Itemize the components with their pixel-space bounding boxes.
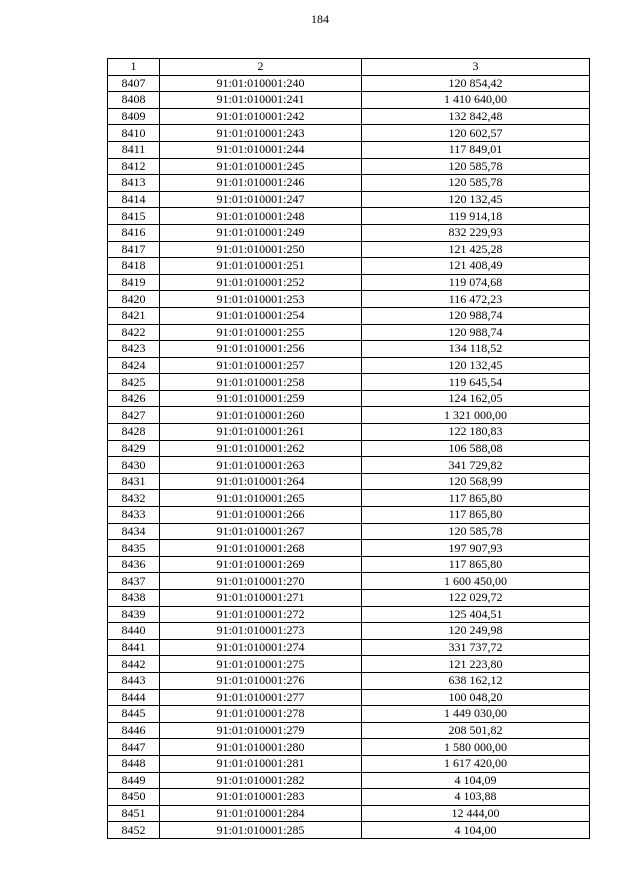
table-row bbox=[108, 208, 590, 225]
row-number-cell: 8436 bbox=[108, 556, 160, 573]
cadastral-number-cell: 91:01:010001:247 bbox=[160, 191, 362, 208]
table-row bbox=[108, 606, 590, 623]
table-row bbox=[108, 374, 590, 391]
value-cell: 116 472,23 bbox=[362, 291, 590, 308]
table-row bbox=[108, 739, 590, 756]
value-cell: 124 162,05 bbox=[362, 390, 590, 407]
row-number-cell: 8417 bbox=[108, 241, 160, 258]
cadastral-number-cell: 91:01:010001:241 bbox=[160, 92, 362, 109]
table-row bbox=[108, 125, 590, 142]
table-row bbox=[108, 341, 590, 358]
cadastral-number-cell: 91:01:010001:266 bbox=[160, 507, 362, 524]
table-row bbox=[108, 656, 590, 673]
row-number-cell: 8441 bbox=[108, 639, 160, 656]
row-number-cell: 8445 bbox=[108, 706, 160, 723]
table-row bbox=[108, 158, 590, 175]
value-cell: 120 568,99 bbox=[362, 473, 590, 490]
row-number-cell: 8448 bbox=[108, 755, 160, 772]
table-row bbox=[108, 490, 590, 507]
cadastral-number-cell: 91:01:010001:242 bbox=[160, 108, 362, 125]
value-cell: 1 600 450,00 bbox=[362, 573, 590, 590]
table-row bbox=[108, 424, 590, 441]
row-number-cell: 8419 bbox=[108, 274, 160, 291]
column-header-value: 3 bbox=[362, 59, 590, 76]
row-number-cell: 8451 bbox=[108, 805, 160, 822]
table-row bbox=[108, 689, 590, 706]
table-body bbox=[108, 75, 590, 838]
row-number-cell: 8446 bbox=[108, 722, 160, 739]
value-cell: 117 865,80 bbox=[362, 556, 590, 573]
row-number-cell: 8431 bbox=[108, 473, 160, 490]
value-cell: 120 132,45 bbox=[362, 191, 590, 208]
row-number-cell: 8411 bbox=[108, 141, 160, 158]
row-number-cell: 8407 bbox=[108, 75, 160, 92]
cadastral-number-cell: 91:01:010001:283 bbox=[160, 789, 362, 806]
cadastral-number-cell: 91:01:010001:276 bbox=[160, 672, 362, 689]
cadastral-number-cell: 91:01:010001:257 bbox=[160, 357, 362, 374]
cadastral-number-cell: 91:01:010001:284 bbox=[160, 805, 362, 822]
cadastral-number-cell: 91:01:010001:278 bbox=[160, 706, 362, 723]
table-row bbox=[108, 755, 590, 772]
row-number-cell: 8425 bbox=[108, 374, 160, 391]
row-number-cell: 8439 bbox=[108, 606, 160, 623]
row-number-cell: 8415 bbox=[108, 208, 160, 225]
table-row bbox=[108, 473, 590, 490]
cadastral-number-cell: 91:01:010001:274 bbox=[160, 639, 362, 656]
cadastral-number-cell: 91:01:010001:275 bbox=[160, 656, 362, 673]
row-number-cell: 8421 bbox=[108, 307, 160, 324]
cadastral-number-cell: 91:01:010001:243 bbox=[160, 125, 362, 142]
cadastral-number-cell: 91:01:010001:269 bbox=[160, 556, 362, 573]
value-cell: 4 104,09 bbox=[362, 772, 590, 789]
cadastral-number-cell: 91:01:010001:273 bbox=[160, 623, 362, 640]
table-row bbox=[108, 324, 590, 341]
value-cell: 1 617 420,00 bbox=[362, 755, 590, 772]
value-cell: 638 162,12 bbox=[362, 672, 590, 689]
row-number-cell: 8452 bbox=[108, 822, 160, 839]
table-row bbox=[108, 274, 590, 291]
cadastral-number-cell: 91:01:010001:263 bbox=[160, 457, 362, 474]
value-cell: 120 585,78 bbox=[362, 158, 590, 175]
value-cell: 119 645,54 bbox=[362, 374, 590, 391]
table-row bbox=[108, 457, 590, 474]
registry-table bbox=[107, 58, 590, 839]
value-cell: 120 585,78 bbox=[362, 523, 590, 540]
row-number-cell: 8428 bbox=[108, 424, 160, 441]
cadastral-number-cell: 91:01:010001:264 bbox=[160, 473, 362, 490]
table-row bbox=[108, 440, 590, 457]
value-cell: 120 988,74 bbox=[362, 307, 590, 324]
row-number-cell: 8450 bbox=[108, 789, 160, 806]
table-row bbox=[108, 805, 590, 822]
row-number-cell: 8426 bbox=[108, 390, 160, 407]
table-row bbox=[108, 639, 590, 656]
value-cell: 120 249,98 bbox=[362, 623, 590, 640]
cadastral-number-cell: 91:01:010001:255 bbox=[160, 324, 362, 341]
table-row bbox=[108, 772, 590, 789]
cadastral-number-cell: 91:01:010001:281 bbox=[160, 755, 362, 772]
value-cell: 120 854,42 bbox=[362, 75, 590, 92]
table-row bbox=[108, 141, 590, 158]
row-number-cell: 8422 bbox=[108, 324, 160, 341]
cadastral-number-cell: 91:01:010001:277 bbox=[160, 689, 362, 706]
value-cell: 1 321 000,00 bbox=[362, 407, 590, 424]
row-number-cell: 8438 bbox=[108, 590, 160, 607]
table-row bbox=[108, 590, 590, 607]
table-row bbox=[108, 540, 590, 557]
table-row bbox=[108, 258, 590, 275]
row-number-cell: 8429 bbox=[108, 440, 160, 457]
cadastral-number-cell: 91:01:010001:240 bbox=[160, 75, 362, 92]
value-cell: 120 585,78 bbox=[362, 175, 590, 192]
cadastral-number-cell: 91:01:010001:272 bbox=[160, 606, 362, 623]
value-cell: 4 103,88 bbox=[362, 789, 590, 806]
table-row bbox=[108, 224, 590, 241]
value-cell: 119 074,68 bbox=[362, 274, 590, 291]
value-cell: 121 425,28 bbox=[362, 241, 590, 258]
row-number-cell: 8432 bbox=[108, 490, 160, 507]
cadastral-number-cell: 91:01:010001:258 bbox=[160, 374, 362, 391]
cadastral-number-cell: 91:01:010001:249 bbox=[160, 224, 362, 241]
row-number-cell: 8414 bbox=[108, 191, 160, 208]
value-cell: 134 118,52 bbox=[362, 341, 590, 358]
cadastral-number-cell: 91:01:010001:280 bbox=[160, 739, 362, 756]
table-row bbox=[108, 175, 590, 192]
table-row bbox=[108, 241, 590, 258]
row-number-cell: 8418 bbox=[108, 258, 160, 275]
table-row bbox=[108, 291, 590, 308]
row-number-cell: 8433 bbox=[108, 507, 160, 524]
table-row bbox=[108, 307, 590, 324]
value-cell: 1 580 000,00 bbox=[362, 739, 590, 756]
value-cell: 122 180,83 bbox=[362, 424, 590, 441]
cadastral-number-cell: 91:01:010001:253 bbox=[160, 291, 362, 308]
value-cell: 208 501,82 bbox=[362, 722, 590, 739]
table-row bbox=[108, 706, 590, 723]
row-number-cell: 8409 bbox=[108, 108, 160, 125]
cadastral-number-cell: 91:01:010001:267 bbox=[160, 523, 362, 540]
row-number-cell: 8442 bbox=[108, 656, 160, 673]
table-row bbox=[108, 390, 590, 407]
row-number-cell: 8413 bbox=[108, 175, 160, 192]
cadastral-number-cell: 91:01:010001:285 bbox=[160, 822, 362, 839]
value-cell: 120 988,74 bbox=[362, 324, 590, 341]
value-cell: 4 104,00 bbox=[362, 822, 590, 839]
row-number-cell: 8427 bbox=[108, 407, 160, 424]
row-number-cell: 8423 bbox=[108, 341, 160, 358]
row-number-cell: 8443 bbox=[108, 672, 160, 689]
row-number-cell: 8434 bbox=[108, 523, 160, 540]
table-row bbox=[108, 672, 590, 689]
cadastral-number-cell: 91:01:010001:256 bbox=[160, 341, 362, 358]
table-row bbox=[108, 789, 590, 806]
page-number: 184 bbox=[311, 12, 329, 26]
value-cell: 121 223,80 bbox=[362, 656, 590, 673]
table-row bbox=[108, 523, 590, 540]
row-number-cell: 8444 bbox=[108, 689, 160, 706]
row-number-cell: 8449 bbox=[108, 772, 160, 789]
table-row bbox=[108, 191, 590, 208]
value-cell: 117 865,80 bbox=[362, 507, 590, 524]
table-row bbox=[108, 92, 590, 109]
cadastral-number-cell: 91:01:010001:251 bbox=[160, 258, 362, 275]
row-number-cell: 8424 bbox=[108, 357, 160, 374]
cadastral-number-cell: 91:01:010001:254 bbox=[160, 307, 362, 324]
value-cell: 125 404,51 bbox=[362, 606, 590, 623]
value-cell: 120 132,45 bbox=[362, 357, 590, 374]
row-number-cell: 8410 bbox=[108, 125, 160, 142]
cadastral-number-cell: 91:01:010001:271 bbox=[160, 590, 362, 607]
value-cell: 12 444,00 bbox=[362, 805, 590, 822]
cadastral-number-cell: 91:01:010001:270 bbox=[160, 573, 362, 590]
cadastral-number-cell: 91:01:010001:265 bbox=[160, 490, 362, 507]
table-header-row bbox=[108, 59, 590, 76]
value-cell: 117 865,80 bbox=[362, 490, 590, 507]
table-row bbox=[108, 822, 590, 839]
row-number-cell: 8416 bbox=[108, 224, 160, 241]
cadastral-number-cell: 91:01:010001:261 bbox=[160, 424, 362, 441]
value-cell: 121 408,49 bbox=[362, 258, 590, 275]
cadastral-number-cell: 91:01:010001:245 bbox=[160, 158, 362, 175]
table-row bbox=[108, 623, 590, 640]
row-number-cell: 8430 bbox=[108, 457, 160, 474]
table-row bbox=[108, 556, 590, 573]
cadastral-number-cell: 91:01:010001:248 bbox=[160, 208, 362, 225]
value-cell: 832 229,93 bbox=[362, 224, 590, 241]
row-number-cell: 8437 bbox=[108, 573, 160, 590]
column-header-number: 1 bbox=[108, 59, 160, 76]
value-cell: 117 849,01 bbox=[362, 141, 590, 158]
row-number-cell: 8420 bbox=[108, 291, 160, 308]
table-row bbox=[108, 75, 590, 92]
table-row bbox=[108, 722, 590, 739]
table-row bbox=[108, 108, 590, 125]
value-cell: 1 410 640,00 bbox=[362, 92, 590, 109]
value-cell: 120 602,57 bbox=[362, 125, 590, 142]
cadastral-number-cell: 91:01:010001:246 bbox=[160, 175, 362, 192]
cadastral-number-cell: 91:01:010001:244 bbox=[160, 141, 362, 158]
row-number-cell: 8408 bbox=[108, 92, 160, 109]
value-cell: 331 737,72 bbox=[362, 639, 590, 656]
cadastral-number-cell: 91:01:010001:250 bbox=[160, 241, 362, 258]
cadastral-number-cell: 91:01:010001:259 bbox=[160, 390, 362, 407]
row-number-cell: 8435 bbox=[108, 540, 160, 557]
row-number-cell: 8440 bbox=[108, 623, 160, 640]
value-cell: 341 729,82 bbox=[362, 457, 590, 474]
table-row bbox=[108, 573, 590, 590]
cadastral-number-cell: 91:01:010001:262 bbox=[160, 440, 362, 457]
table-row bbox=[108, 357, 590, 374]
cadastral-number-cell: 91:01:010001:282 bbox=[160, 772, 362, 789]
cadastral-number-cell: 91:01:010001:279 bbox=[160, 722, 362, 739]
row-number-cell: 8412 bbox=[108, 158, 160, 175]
value-cell: 132 842,48 bbox=[362, 108, 590, 125]
value-cell: 197 907,93 bbox=[362, 540, 590, 557]
value-cell: 122 029,72 bbox=[362, 590, 590, 607]
column-header-cadastral-number: 2 bbox=[160, 59, 362, 76]
table-row bbox=[108, 507, 590, 524]
cadastral-number-cell: 91:01:010001:260 bbox=[160, 407, 362, 424]
row-number-cell: 8447 bbox=[108, 739, 160, 756]
value-cell: 106 588,08 bbox=[362, 440, 590, 457]
value-cell: 100 048,20 bbox=[362, 689, 590, 706]
value-cell: 1 449 030,00 bbox=[362, 706, 590, 723]
cadastral-number-cell: 91:01:010001:252 bbox=[160, 274, 362, 291]
table-row bbox=[108, 407, 590, 424]
cadastral-number-cell: 91:01:010001:268 bbox=[160, 540, 362, 557]
value-cell: 119 914,18 bbox=[362, 208, 590, 225]
